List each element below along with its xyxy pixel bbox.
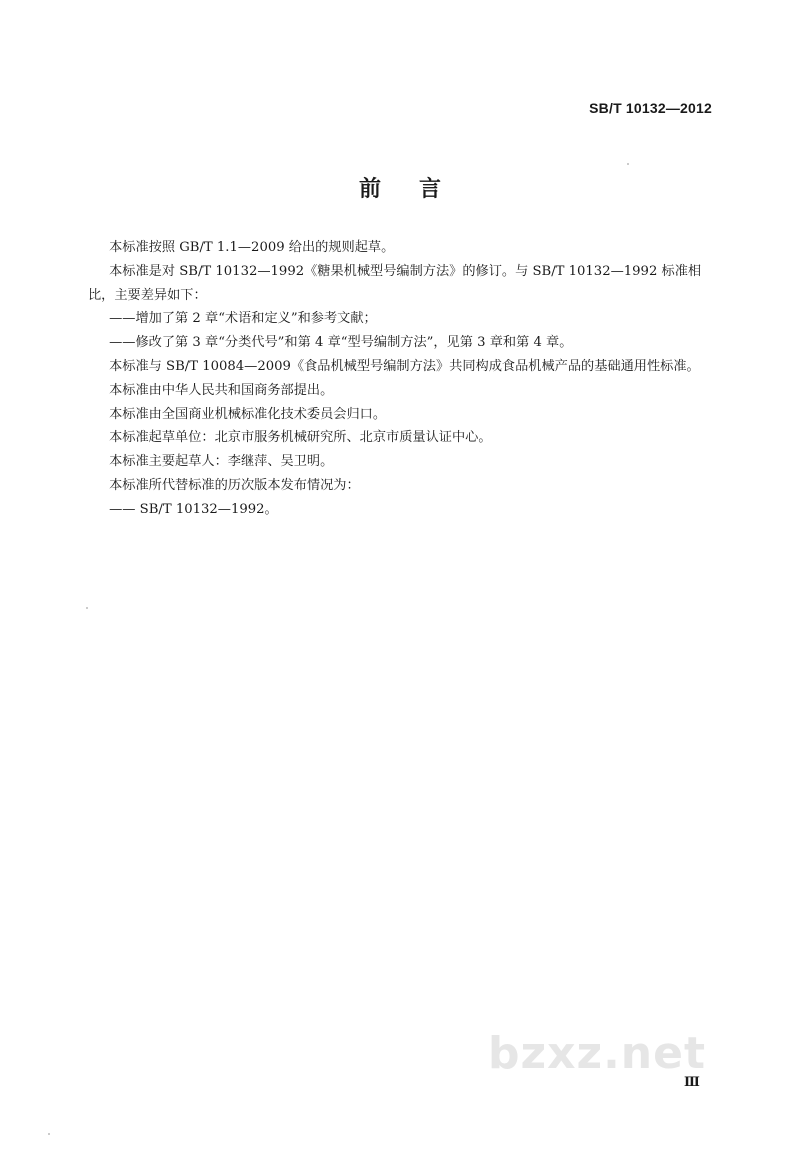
scan-speck xyxy=(627,163,629,165)
paragraph-committee: 本标准由全国商业机械标准化技术委员会归口。 xyxy=(109,406,387,422)
paragraph-revision: 本标准是对 SB/T 10132—1992《糖果机械型号编制方法》的修订。与 SB/T 10132—1992 标准相 xyxy=(109,263,702,279)
paragraph-previous-versions: 本标准所代替标准的历次版本发布情况为： xyxy=(109,477,360,493)
scan-speck xyxy=(86,607,88,609)
foreword-body xyxy=(88,236,720,522)
list-item-change-2: ——修改了第 3 章“分类代号”和第 4 章“型号编制方法”，见第 3 章和第 4 章。 xyxy=(109,335,573,351)
paragraph-proposer: 本标准由中华人民共和国商务部提出。 xyxy=(109,382,334,398)
paragraph-related-standard: 本标准与 SB/T 10084—2009《食品机械型号编制方法》共同构成食品机械产品的基础通用性标准。 xyxy=(109,358,700,374)
paragraph-revision-continued: 比，主要差异如下： xyxy=(88,287,207,303)
page-number: Ⅲ xyxy=(684,1075,700,1090)
list-item-previous-version: —— SB/T 10132—1992。 xyxy=(109,501,278,517)
watermark: bzxz.net xyxy=(488,1028,707,1079)
paragraph-drafting-rules: 本标准按照 GB/T 1.1—2009 给出的规则起草。 xyxy=(109,240,395,255)
scan-speck xyxy=(48,1133,50,1135)
page-title: 前言 xyxy=(358,177,479,202)
document-code: SB/T 10132—2012 xyxy=(589,100,712,116)
paragraph-drafting-units: 本标准起草单位：北京市服务机械研究所、北京市质量认证中心。 xyxy=(109,430,492,446)
list-item-change-1: ——增加了第 2 章“术语和定义”和参考文献； xyxy=(109,311,377,327)
paragraph-drafters: 本标准主要起草人：李继萍、吴卫明。 xyxy=(109,454,334,470)
